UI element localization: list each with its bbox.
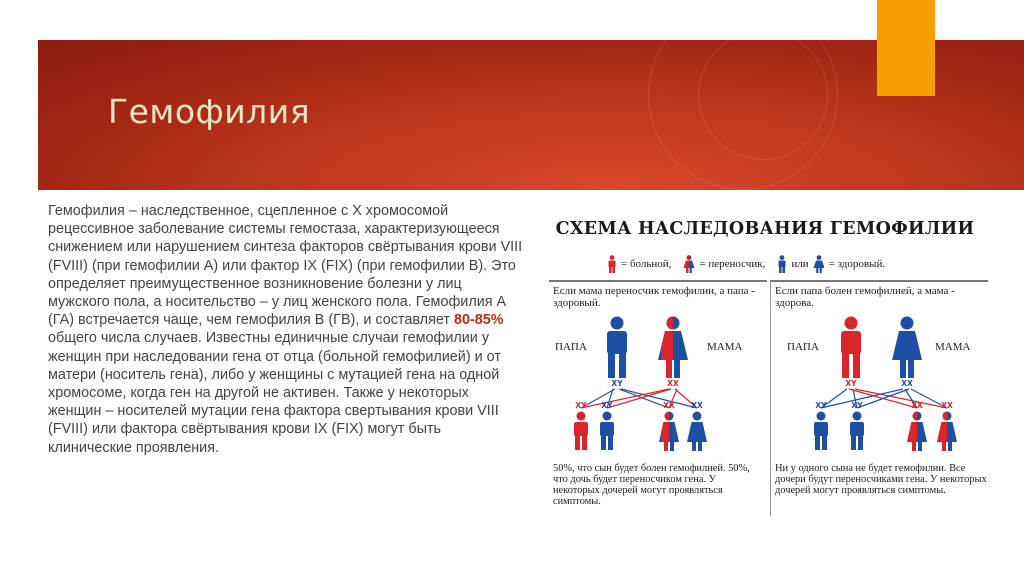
son-healthy-icon xyxy=(600,412,614,451)
mother-carrier-icon xyxy=(658,317,688,379)
legend-healthy: = здоровый. xyxy=(828,258,886,270)
body-highlight: 80-85% xyxy=(453,312,504,329)
inheritance-tree xyxy=(549,282,767,462)
slide-title: Гемофилия xyxy=(108,92,311,131)
daughter-carrier-icon xyxy=(937,412,957,452)
scheme-legend xyxy=(607,252,885,276)
panel-footer: 50%, что сын будет болен гемофилией. 50%, что дочь будет переносчиком гена. У некоторых дочерей могут проявляться симптомы. xyxy=(553,463,750,507)
mother-healthy-icon xyxy=(892,317,922,379)
father-chromosomes: XY xyxy=(611,379,623,388)
mother-chromosomes: XX xyxy=(667,379,679,388)
inheritance-scheme xyxy=(545,215,985,515)
father-chromosomes: XY xyxy=(845,379,857,388)
father-label: ПАПА xyxy=(787,341,819,353)
legend-or: или xyxy=(791,258,809,270)
inheritance-lines xyxy=(821,389,947,408)
daughter-carrier-icon xyxy=(659,412,679,452)
inheritance-lines xyxy=(581,389,697,408)
legend-sick: = больной, xyxy=(621,258,672,270)
female-healthy-icon xyxy=(813,255,825,273)
child-chromosomes: XY xyxy=(575,401,587,410)
scheme-panel-father-sick xyxy=(770,280,988,516)
father-sick-icon xyxy=(841,317,861,379)
daughter-healthy-icon xyxy=(687,412,707,452)
male-sick-icon xyxy=(607,255,617,273)
mother-label: МАМА xyxy=(935,341,971,353)
female-carrier-icon xyxy=(683,255,695,273)
child-chromosomes: XY xyxy=(851,401,863,410)
child-chromosomes: XX xyxy=(663,401,675,410)
body-text-part: Гемофилия – наследственное, сцепленное с X хромосомой рецессивное заболевание системы гемостаза, характеризующееся снижением или нарушением синтеза факторов свёртывания крови VIII (FVIII) (при гемофилии A) или фактор IX (FIX) (при гемофилии B). Это определяет преимущественное возникновение болезни у лиц мужского пола, а носительство – у лиц женского пола. Гемофилия A (ГА) встречается чаще, чем гемофилия B (ГВ), и составляет xyxy=(48,203,523,329)
child-chromosomes: XX xyxy=(691,401,703,410)
father-label: ПАПА xyxy=(555,341,587,353)
child-chromosomes: XX xyxy=(941,401,953,410)
scheme-title: СХЕМА НАСЛЕДОВАНИЯ ГЕМОФИЛИИ xyxy=(555,219,975,239)
child-chromosomes: XY xyxy=(815,401,827,410)
son-sick-icon xyxy=(574,412,588,451)
body-paragraph xyxy=(48,202,526,457)
child-chromosomes: XY xyxy=(601,401,613,410)
father-healthy-icon xyxy=(607,317,627,379)
panel-footer: Ни у одного сына не будет гемофилии. Все дочери будут переносчиками гена. У некоторых дочерей могут проявляться симптомы. xyxy=(775,463,987,496)
accent-bar xyxy=(877,0,935,96)
son-healthy-icon xyxy=(850,412,864,451)
body-text-part: общего числа случаев. Известны единичные случаи гемофилии у женщин при наследовании гена от отца (больной гемофилией) и от матери (носитель гена), либо у женщины с мутацией гена на одной хромосоме, когда ген на другой не активен. Также у некоторых женщин – носителей мутации гена фактора свертывания крови VIII (FVIII) или фактора свёртывания крови IX (FIX) могут быть клинические проявления. xyxy=(48,330,501,456)
inheritance-tree xyxy=(771,282,989,462)
legend-carrier: = переносчик, xyxy=(699,258,766,270)
mother-chromosomes: XX xyxy=(901,379,913,388)
panel-header: Если папа болен гемофилией, а мама - здорова. xyxy=(775,285,955,309)
panel-header: Если мама переносчик гемофилии, а папа - здоровый. xyxy=(553,285,755,309)
male-healthy-icon xyxy=(777,255,787,273)
mother-label: МАМА xyxy=(707,341,743,353)
son-healthy-icon xyxy=(814,412,828,451)
child-chromosomes: XX xyxy=(911,401,923,410)
scheme-panel-mother-carrier xyxy=(549,280,767,516)
daughter-carrier-icon xyxy=(907,412,927,452)
